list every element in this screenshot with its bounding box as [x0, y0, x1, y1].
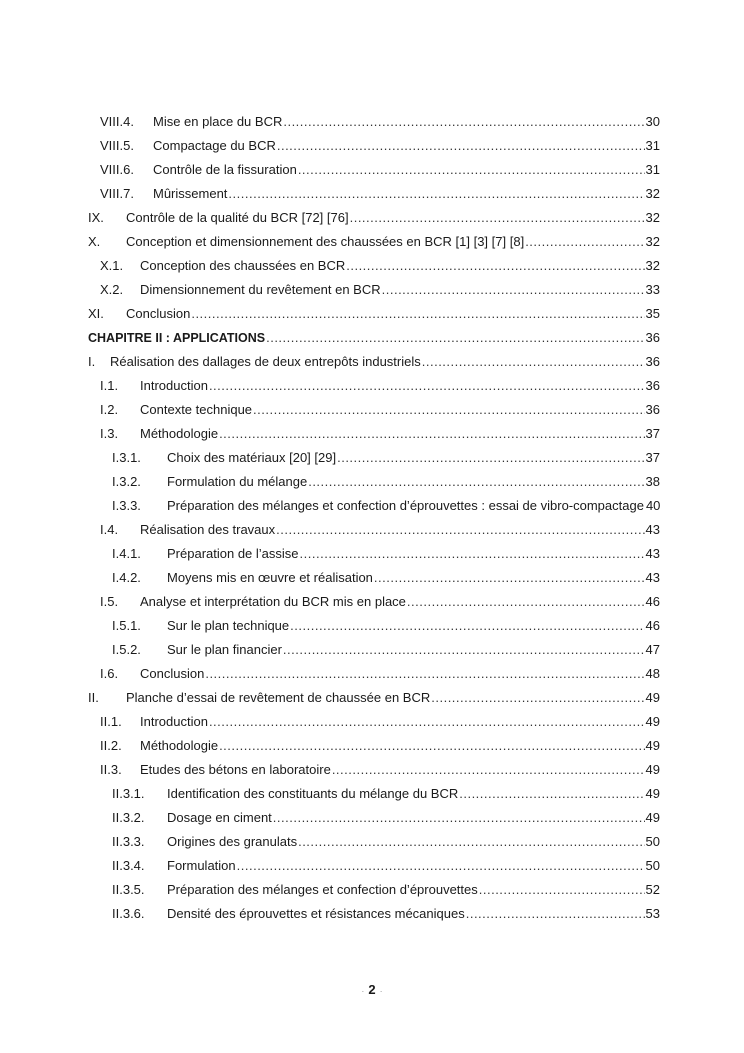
- toc-dot-leader: [277, 136, 645, 156]
- toc-entry-title: Dosage en ciment: [167, 810, 272, 825]
- toc-entry-title: Conception et dimensionnement des chaussées en BCR [1] [3] [7] [8]: [126, 234, 525, 249]
- toc-dot-leader: [219, 424, 644, 444]
- toc-entry[interactable]: [100, 136, 660, 156]
- toc-entry[interactable]: [100, 280, 660, 300]
- toc-entry[interactable]: [100, 712, 660, 732]
- toc-entry-title: Conclusion: [140, 666, 205, 681]
- toc-entry-page: 46: [645, 618, 660, 633]
- toc-entry-title: Contexte technique: [140, 402, 253, 417]
- toc-entry-title: Etudes des bétons en laboratoire: [140, 762, 331, 777]
- toc-entry-title: Conclusion: [126, 306, 191, 321]
- toc-entry[interactable]: [112, 544, 660, 564]
- toc-entry-title: Sur le plan financier: [167, 642, 282, 657]
- toc-entry[interactable]: [100, 424, 660, 444]
- toc-entry-number: X.2.: [100, 282, 124, 297]
- toc-entry-number: VIII.6.: [100, 162, 134, 177]
- toc-entry-title: Formulation: [167, 858, 236, 873]
- toc-entry-title: Analyse et interprétation du BCR mis en place: [140, 594, 406, 609]
- toc-entry-page: 49: [645, 762, 660, 777]
- toc-entry[interactable]: [100, 376, 660, 396]
- toc-entry-page: 38: [645, 474, 660, 489]
- toc-entry-title: Moyens mis en œuvre et réalisation: [167, 570, 373, 585]
- toc-entry[interactable]: [112, 568, 660, 588]
- toc-entry-page: 32: [645, 186, 660, 201]
- toc-entry-number: I.5.: [100, 594, 119, 609]
- toc-entry-title: Méthodologie: [140, 426, 219, 441]
- toc-entry[interactable]: [100, 256, 660, 276]
- toc-entry-page: 37: [645, 450, 660, 465]
- toc-dot-leader: [276, 520, 644, 540]
- toc-entry-page: 36: [645, 402, 660, 417]
- toc-entry-page: 43: [645, 570, 660, 585]
- toc-entry[interactable]: [100, 160, 660, 180]
- toc-entry-page: 32: [645, 210, 660, 225]
- toc-entry[interactable]: [100, 664, 660, 684]
- toc-entry-page: 50: [645, 858, 660, 873]
- toc-entry[interactable]: [112, 904, 660, 924]
- toc-entry-number: I.1.: [100, 378, 119, 393]
- toc-entry-page: 46: [645, 594, 660, 609]
- toc-entry-title: Planche d’essai de revêtement de chaussée en BCR: [126, 690, 431, 705]
- toc-entry[interactable]: [100, 592, 660, 612]
- toc-dot-leader: [459, 784, 644, 804]
- toc-dot-leader: [253, 400, 645, 420]
- toc-dot-leader: [382, 280, 645, 300]
- toc-dot-leader: [308, 472, 644, 492]
- toc-dot-leader: [209, 712, 645, 732]
- toc-dot-leader: [422, 352, 645, 372]
- toc-entry[interactable]: [112, 448, 660, 468]
- toc-entry-page: 43: [645, 546, 660, 561]
- toc-entry-number: I.: [88, 354, 96, 369]
- toc-entry-number: II.3.: [100, 762, 122, 777]
- toc-entry-page: 50: [645, 834, 660, 849]
- toc-dot-leader: [431, 688, 644, 708]
- toc-entry-number: II.1.: [100, 714, 122, 729]
- toc-entry-title: Conception des chaussées en BCR: [140, 258, 346, 273]
- toc-dot-leader: [228, 184, 644, 204]
- toc-entry[interactable]: [112, 880, 660, 900]
- toc-entry-page: 36: [645, 354, 660, 369]
- toc-entry[interactable]: [88, 688, 660, 708]
- toc-entry-page: 48: [645, 666, 660, 681]
- toc-dot-leader: [205, 664, 644, 684]
- toc-entry[interactable]: [112, 640, 660, 660]
- toc-dot-leader: [273, 808, 645, 828]
- toc-entry[interactable]: [100, 736, 660, 756]
- toc-entry-number: X.: [88, 234, 101, 249]
- toc-dot-leader: [300, 544, 645, 564]
- toc-entry-title: Préparation des mélanges et confection d’éprouvettes : essai de vibro-compactage: [167, 498, 644, 513]
- toc-entry-page: 37: [645, 426, 660, 441]
- toc-entry-number: VIII.4.: [100, 114, 134, 129]
- toc-entry-title: CHAPITRE II : APPLICATIONS: [88, 331, 266, 345]
- toc-entry[interactable]: [112, 808, 660, 828]
- toc-entry[interactable]: [100, 184, 660, 204]
- toc-entry-page: 36: [645, 330, 660, 345]
- toc-entry-title: Introduction: [140, 378, 208, 393]
- toc-dot-leader: [332, 760, 645, 780]
- toc-dot-leader: [525, 232, 644, 252]
- toc-entry[interactable]: [88, 352, 660, 372]
- toc-entry-page: 52: [645, 882, 660, 897]
- page-number: 2: [368, 982, 376, 997]
- toc-entry-page: 32: [645, 234, 660, 249]
- toc-entry-number: X.1.: [100, 258, 124, 273]
- toc-entry-page: 49: [645, 810, 660, 825]
- toc-entry-page: 49: [645, 738, 660, 753]
- toc-entry-title: Compactage du BCR: [153, 138, 276, 153]
- toc-dot-leader: [219, 736, 644, 756]
- toc-entry-page: 31: [645, 138, 660, 153]
- toc-entry[interactable]: [100, 760, 660, 780]
- toc-dot-leader: [237, 856, 645, 876]
- toc-entry[interactable]: [112, 496, 660, 516]
- toc-entry-title: Préparation de l’assise: [167, 546, 299, 561]
- toc-dot-leader: [407, 592, 645, 612]
- toc-entry-title: Mûrissement: [153, 186, 228, 201]
- toc-entry-title: Introduction: [140, 714, 208, 729]
- toc-entry-title: Sur le plan technique: [167, 618, 290, 633]
- page-footer: [0, 982, 744, 997]
- toc-entry-number: II.3.5.: [112, 882, 145, 897]
- toc-entry-page: 47: [645, 642, 660, 657]
- toc-entry-number: II.3.1.: [112, 786, 145, 801]
- toc-entry-number: II.3.6.: [112, 906, 145, 921]
- toc-dot-leader: [266, 328, 644, 348]
- toc-entry-number: I.5.2.: [112, 642, 141, 657]
- toc-entry-title: Formulation du mélange: [167, 474, 308, 489]
- toc-entry-title: Contrôle de la qualité du BCR [72] [76]: [126, 210, 349, 225]
- toc-entry-page: 49: [645, 690, 660, 705]
- toc-entry-number: I.2.: [100, 402, 119, 417]
- toc-entry-number: I.4.1.: [112, 546, 141, 561]
- toc-entry[interactable]: [88, 304, 660, 324]
- toc-entry-title: Réalisation des dallages de deux entrepôts industriels: [110, 354, 421, 369]
- toc-entry[interactable]: [88, 232, 660, 252]
- toc-entry[interactable]: [100, 520, 660, 540]
- toc-entry-page: 49: [645, 786, 660, 801]
- toc-entry-number: VIII.5.: [100, 138, 134, 153]
- toc-dot-leader: [191, 304, 644, 324]
- toc-entry-number: I.4.2.: [112, 570, 141, 585]
- toc-entry-page: 35: [645, 306, 660, 321]
- toc-entry-number: I.3.1.: [112, 450, 141, 465]
- toc-entry-number: I.3.3.: [112, 498, 141, 513]
- toc-dot-leader: [298, 160, 645, 180]
- toc-dot-leader: [346, 256, 644, 276]
- toc-entry-page: 32: [645, 258, 660, 273]
- toc-entry[interactable]: [88, 208, 660, 228]
- toc-dot-leader: [479, 880, 645, 900]
- toc-entry-page: 49: [645, 714, 660, 729]
- toc-entry-title: Préparation des mélanges et confection d’éprouvettes: [167, 882, 478, 897]
- toc-dot-leader: [283, 640, 645, 660]
- toc-entry-title: Mise en place du BCR: [153, 114, 283, 129]
- toc-entry[interactable]: [100, 400, 660, 420]
- toc-entry-number: VIII.7.: [100, 186, 134, 201]
- toc-entry-title: Origines des granulats: [167, 834, 298, 849]
- toc-entry-title: Densité des éprouvettes et résistances mécaniques: [167, 906, 465, 921]
- toc-entry-page: 53: [645, 906, 660, 921]
- toc-entry-title: Identification des constituants du mélange du BCR: [167, 786, 459, 801]
- toc-entry-number: I.3.: [100, 426, 119, 441]
- toc-dot-leader: [337, 448, 644, 468]
- toc-entry-number: II.3.3.: [112, 834, 145, 849]
- footer-decoration-right: ·: [379, 986, 383, 996]
- toc-entry-page: 30: [645, 114, 660, 129]
- footer-decoration-left: ·: [361, 986, 365, 996]
- toc-entry-title: Dimensionnement du revêtement en BCR: [140, 282, 381, 297]
- toc-entry-number: IX.: [88, 210, 104, 225]
- toc-entry-number: I.4.: [100, 522, 119, 537]
- toc-entry-title: Choix des matériaux [20] [29]: [167, 450, 337, 465]
- toc-dot-leader: [209, 376, 645, 396]
- toc-entry-title: Contrôle de la fissuration: [153, 162, 297, 177]
- toc-entry-number: II.2.: [100, 738, 122, 753]
- toc-dot-leader: [298, 832, 644, 852]
- toc-entry-page: 33: [645, 282, 660, 297]
- toc-entry-number: I.3.2.: [112, 474, 141, 489]
- toc-entry-number: II.: [88, 690, 99, 705]
- toc-entry-number: I.5.1.: [112, 618, 141, 633]
- toc-entry-number: II.3.2.: [112, 810, 145, 825]
- toc-entry[interactable]: [112, 856, 660, 876]
- toc-entry-number: II.3.4.: [112, 858, 145, 873]
- toc-dot-leader: [350, 208, 645, 228]
- toc-entry[interactable]: [112, 472, 660, 492]
- toc-entry-title: Réalisation des travaux: [140, 522, 276, 537]
- toc-entry[interactable]: [112, 616, 660, 636]
- toc-entry-page: 40: [645, 498, 661, 513]
- toc-entry-title: Méthodologie: [140, 738, 219, 753]
- toc-entry-number: I.6.: [100, 666, 119, 681]
- toc-dot-leader: [466, 904, 645, 924]
- toc-dot-leader: [374, 568, 645, 588]
- toc-entry[interactable]: [88, 328, 660, 348]
- toc-entry-page: 36: [645, 378, 660, 393]
- toc-dot-leader: [290, 616, 644, 636]
- toc-entry[interactable]: [112, 784, 660, 804]
- toc-entry-number: XI.: [88, 306, 104, 321]
- toc-entry[interactable]: [112, 832, 660, 852]
- toc-entry[interactable]: [100, 112, 660, 132]
- toc-entry-page: 43: [645, 522, 660, 537]
- toc-dot-leader: [283, 112, 644, 132]
- toc-entry-page: 31: [645, 162, 660, 177]
